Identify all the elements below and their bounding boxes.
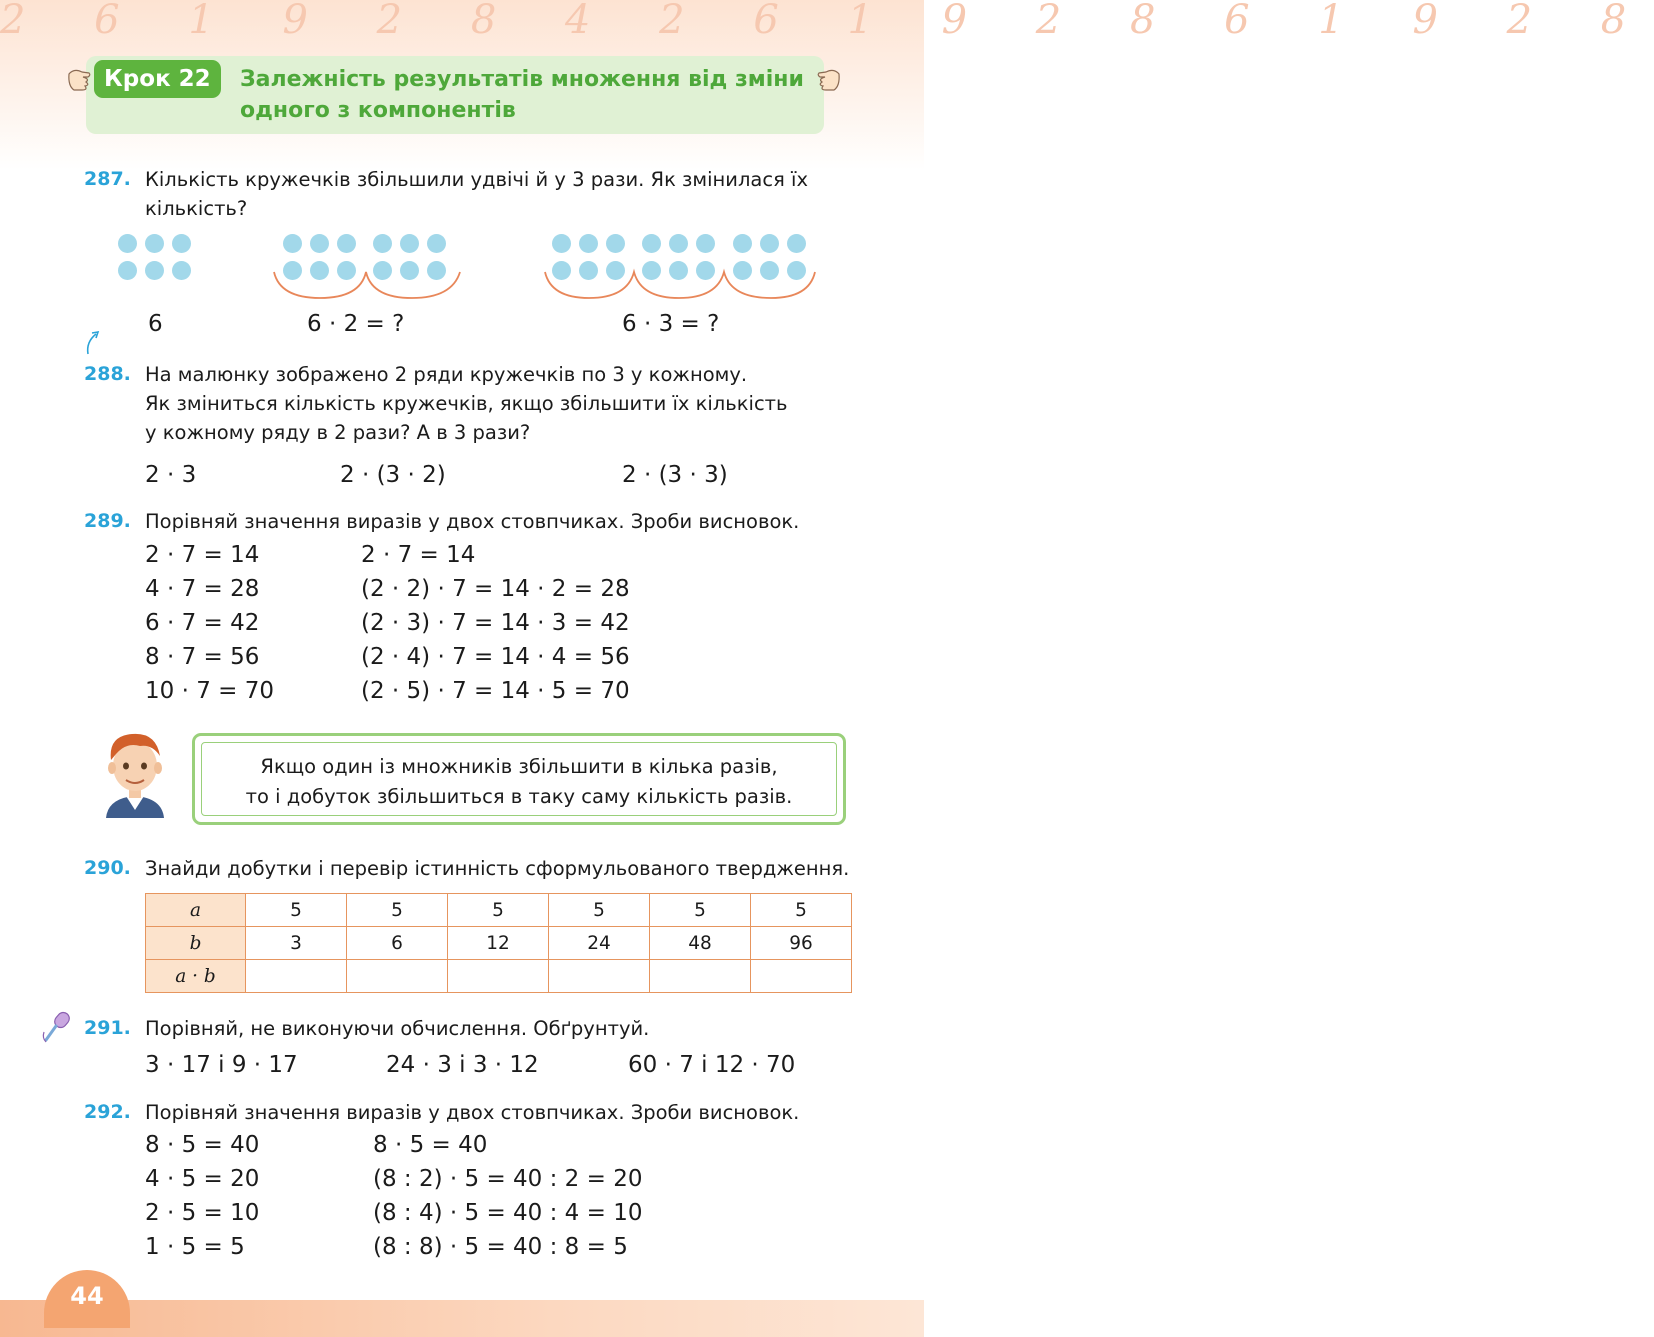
task-number-287: 287.	[84, 168, 131, 190]
expression: (8 : 4) · 5 = 40 : 4 = 10	[373, 1200, 643, 1226]
dot	[337, 234, 356, 253]
table-cell: 12	[448, 927, 549, 960]
microphone-icon	[42, 1010, 72, 1044]
rule-line: Якщо один із множників збільшити в кілька разів,	[260, 755, 778, 778]
expression: 2 · (3 · 3)	[622, 462, 728, 488]
products-table	[145, 893, 852, 993]
expression: (2 · 4) · 7 = 14 · 4 = 56	[361, 644, 630, 670]
table-cell: 5	[650, 894, 751, 927]
step-label: Крок 22	[94, 60, 221, 98]
expression: 4 · 7 = 28	[145, 576, 260, 602]
expression-column-left	[145, 538, 274, 708]
curved-arrow-icon	[84, 330, 102, 356]
task-text-291: Порівняй, не виконуючи обчислення. Обґрунтуй.	[145, 1017, 650, 1040]
task-text-line: На малюнку зображено 2 ряди кружечків по 3 у кожному.	[145, 363, 748, 386]
expression-column-left	[145, 1128, 259, 1264]
expression: 10 · 7 = 70	[145, 678, 274, 704]
expression: (8 : 8) · 5 = 40 : 8 = 5	[373, 1234, 628, 1260]
dot	[427, 234, 446, 253]
table-cell: 96	[751, 927, 852, 960]
dot-group-6	[118, 234, 191, 280]
dot	[696, 234, 715, 253]
dot	[733, 234, 752, 253]
dot	[400, 234, 419, 253]
table-cell-empty[interactable]	[448, 960, 549, 993]
rule-line: то і добуток збільшиться в таку саму кількість разів.	[245, 785, 793, 808]
background-digits-pattern: 2 6 1 9 2 8 4 2 6 1 9 2 8 6 1 9 2 8	[0, 0, 1654, 43]
row-label: b	[146, 927, 246, 960]
task-text-290: Знайди добутки і перевір істинність сформульованого твердження.	[145, 857, 850, 880]
expression: (2 · 5) · 7 = 14 · 5 = 70	[361, 678, 630, 704]
expression-column-right	[373, 1128, 642, 1264]
row-label: a	[146, 894, 246, 927]
brace-2-groups	[272, 268, 462, 304]
expression: 8 · 5 = 40	[145, 1132, 260, 1158]
expression: 2 · 3	[145, 462, 197, 488]
dot	[310, 234, 329, 253]
label-6: 6	[148, 311, 163, 337]
comparison: 3 · 17 і 9 · 17	[145, 1052, 298, 1078]
lesson-title-line: Залежність результатів множення від зміни	[240, 67, 804, 92]
task-text-292: Порівняй значення виразів у двох стовпчиках. Зроби висновок.	[145, 1101, 800, 1124]
table-cell-empty[interactable]	[751, 960, 852, 993]
expression: 8 · 5 = 40	[373, 1132, 488, 1158]
label-6x2: 6 · 2 = ?	[307, 311, 405, 337]
lesson-title-line: одного з компонентів	[240, 98, 516, 123]
expression: 2 · (3 · 2)	[340, 462, 446, 488]
table-cell: 3	[246, 927, 347, 960]
dot	[118, 234, 137, 253]
expression: 6 · 7 = 42	[145, 610, 260, 636]
rule-text	[195, 752, 843, 812]
boy-character-icon	[96, 726, 174, 818]
task-number-290: 290.	[84, 857, 131, 879]
expression: 4 · 5 = 20	[145, 1166, 260, 1192]
dot	[373, 234, 392, 253]
comparison: 60 · 7 і 12 · 70	[628, 1052, 796, 1078]
task-text-288	[145, 360, 850, 447]
dot	[145, 261, 164, 280]
task-text-line: у кожному ряду в 2 рази? А в 3 рази?	[145, 421, 531, 444]
expression: (2 · 2) · 7 = 14 · 2 = 28	[361, 576, 630, 602]
table-cell-empty[interactable]	[650, 960, 751, 993]
expression: 2 · 7 = 14	[361, 542, 476, 568]
expression: 2 · 5 = 10	[145, 1200, 260, 1226]
hand-pointing-icon	[66, 66, 92, 98]
table-row-a	[146, 894, 852, 927]
table-cell: 24	[549, 927, 650, 960]
row-label: a · b	[146, 960, 246, 993]
task-number-291: 291.	[84, 1017, 131, 1039]
table-row-b	[146, 927, 852, 960]
dot	[606, 234, 625, 253]
dot	[642, 234, 661, 253]
table-cell: 5	[751, 894, 852, 927]
expression: (2 · 3) · 7 = 14 · 3 = 42	[361, 610, 630, 636]
task-text-287	[145, 165, 850, 223]
dot	[172, 261, 191, 280]
table-cell: 5	[549, 894, 650, 927]
task-text-line: кількість?	[145, 197, 248, 220]
task-text-289: Порівняй значення виразів у двох стовпчиках. Зроби висновок.	[145, 510, 800, 533]
table-cell: 5	[448, 894, 549, 927]
expression: 1 · 5 = 5	[145, 1234, 245, 1260]
task-number-288: 288.	[84, 363, 131, 385]
expression: 8 · 7 = 56	[145, 644, 260, 670]
dot	[118, 261, 137, 280]
table-cell-empty[interactable]	[246, 960, 347, 993]
dot	[760, 234, 779, 253]
expression: 2 · 7 = 14	[145, 542, 260, 568]
comparison: 24 · 3 і 3 · 12	[386, 1052, 539, 1078]
dot	[787, 234, 806, 253]
task-number-292: 292.	[84, 1101, 131, 1123]
dot	[145, 234, 164, 253]
table-cell-empty[interactable]	[549, 960, 650, 993]
task-text-line: Кількість кружечків збільшили удвічі й у 3 рази. Як змінилася їх	[145, 168, 808, 191]
dot	[172, 234, 191, 253]
label-6x3: 6 · 3 = ?	[622, 311, 720, 337]
table-cell-empty[interactable]	[347, 960, 448, 993]
page-number: 44	[44, 1270, 130, 1328]
table-row-product	[146, 960, 852, 993]
table-cell: 5	[347, 894, 448, 927]
bottom-decor-band	[0, 1300, 924, 1337]
dot	[283, 234, 302, 253]
brace-3-groups	[543, 268, 817, 304]
table-cell: 6	[347, 927, 448, 960]
table-cell: 48	[650, 927, 751, 960]
rule-box	[192, 733, 846, 825]
hand-pointing-icon	[816, 66, 842, 98]
task-text-line: Як зміниться кількість кружечків, якщо збільшити їх кількість	[145, 392, 788, 415]
table-cell: 5	[246, 894, 347, 927]
dot	[552, 234, 571, 253]
dot	[669, 234, 688, 253]
dot	[579, 234, 598, 253]
expression-column-right	[361, 538, 630, 708]
lesson-title	[240, 64, 810, 126]
expression: (8 : 2) · 5 = 40 : 2 = 20	[373, 1166, 643, 1192]
task-number-289: 289.	[84, 510, 131, 532]
